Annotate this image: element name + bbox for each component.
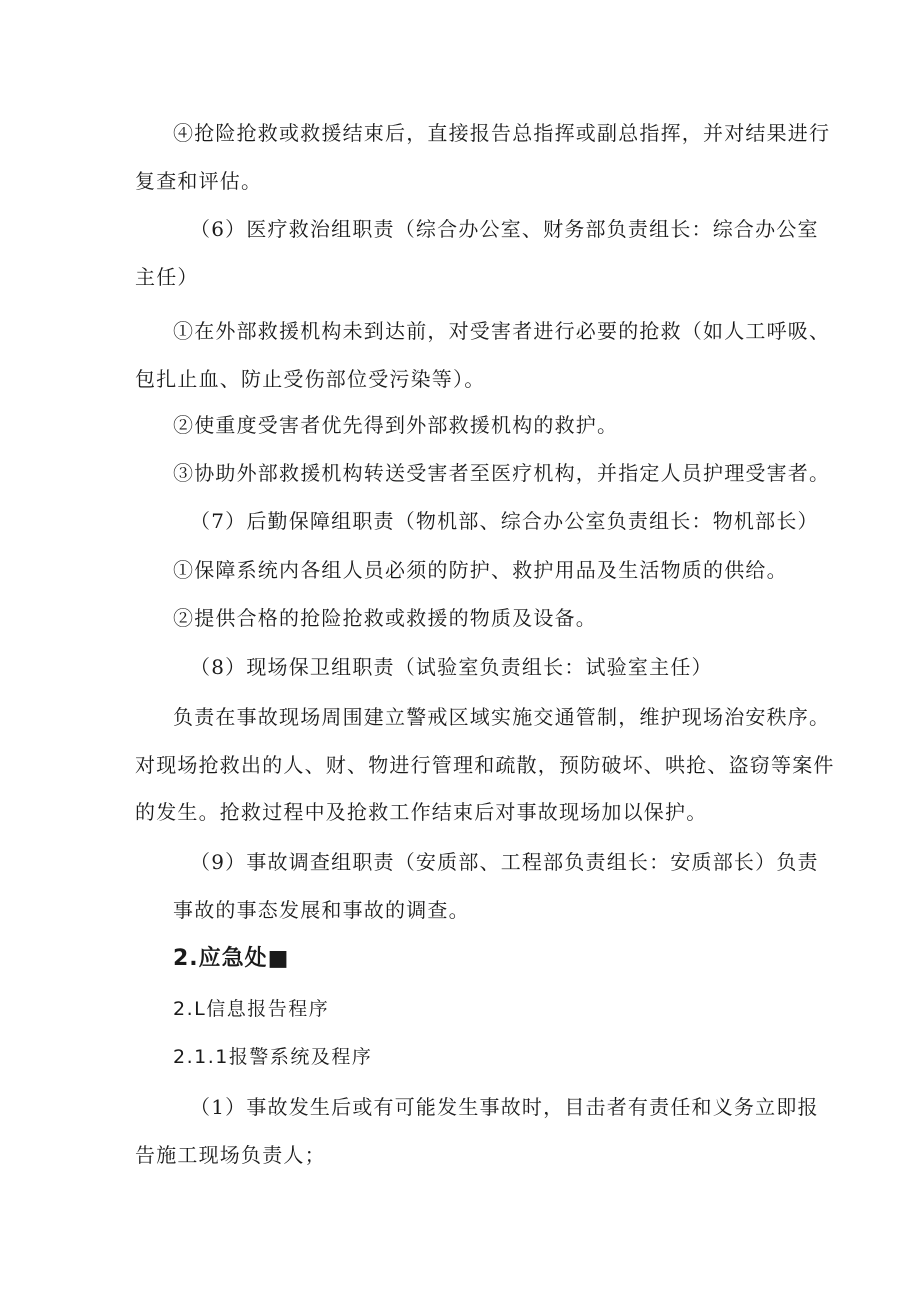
section-item-9: （9）事故调查组职责（安质部、工程部负责组长：安质部长）负责 xyxy=(190,850,819,874)
paragraph-line: ④抢险抢救或救援结束后，直接报告总指挥或副总指挥，并对结果进行 xyxy=(173,121,831,145)
section-heading: 2.应急处■ xyxy=(173,946,290,971)
paragraph-line: （1）事故发生后或有可能发生事故时，目击者有责任和义务立即报 xyxy=(190,1095,819,1119)
paragraph-line: 负责在事故现场周围建立警戒区域实施交通管制，维护现场治安秩序。 xyxy=(173,705,831,729)
subsection-heading: 2.L信息报告程序 xyxy=(173,998,330,1020)
subsection-heading: 2.1.1报警系统及程序 xyxy=(173,1046,373,1068)
paragraph-line: 包扎止血、防止受伤部位受污染等）。 xyxy=(135,367,486,391)
section-item-7: （7）后勤保障组职责（物机部、综合办公室负责组长：物机部长） xyxy=(190,509,819,533)
paragraph-line: 的发生。抢救过程中及抢救工作结束后对事故现场加以保护。 xyxy=(135,800,708,824)
paragraph-line: ②提供合格的抢险抢救或救援的物质及设备。 xyxy=(173,606,597,630)
paragraph-line: ③协助外部救援机构转送受害者至医疗机构，并指定人员护理受害者。 xyxy=(173,461,831,485)
paragraph-line: 复查和评估。 xyxy=(135,169,263,193)
paragraph-line: ①在外部救援机构未到达前，对受害者进行必要的抢救（如人工呼吸、 xyxy=(173,319,831,343)
paragraph-line: 事故的事态发展和事故的调查。 xyxy=(173,898,470,922)
paragraph-line: ②使重度受害者优先得到外部救援机构的救护。 xyxy=(173,413,619,437)
paragraph-line: 对现场抢救出的人、财、物进行管理和疏散，预防破坏、哄抢、盗窃等案件 xyxy=(135,753,835,777)
section-item-6: （6）医疗救治组职责（综合办公室、财务部负责组长：综合办公室 xyxy=(190,217,819,241)
paragraph-line: 告施工现场负责人； xyxy=(135,1143,326,1167)
section-item-8: （8）现场保卫组职责（试验室负责组长：试验室主任） xyxy=(190,655,713,679)
paragraph-line: 主任） xyxy=(135,265,199,289)
paragraph-line: ①保障系统内各组人员必须的防护、救护用品及生活物质的供给。 xyxy=(173,558,788,582)
